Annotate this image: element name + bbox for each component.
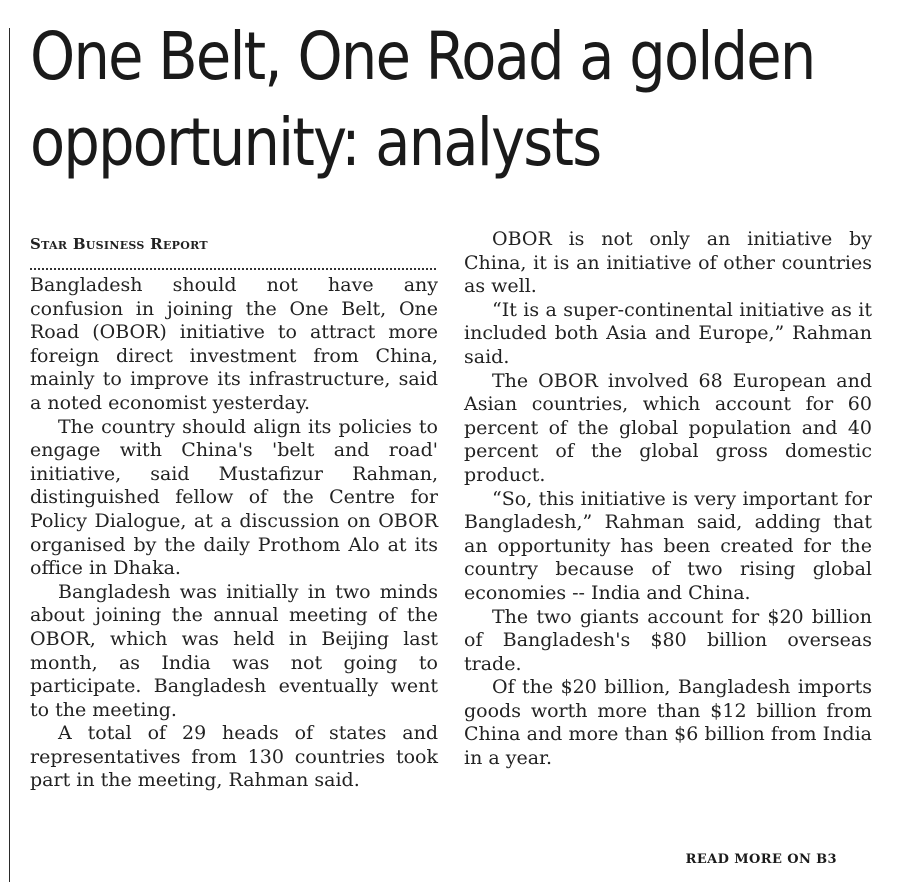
paragraph: The two giants account for $20 billion of Bangladesh's $80 billion overseas trade. xyxy=(464,605,872,675)
right-column xyxy=(464,228,872,771)
headline xyxy=(30,14,815,186)
headline-line-2: opportunity: analysts xyxy=(30,104,601,181)
column-rule xyxy=(9,28,10,882)
paragraph: A total of 29 heads of states and representatives from 130 countries took part in the meeting, Rahman said. xyxy=(30,722,438,792)
paragraph: “It is a super-continental initiative as it included both Asia and Europe,” Rahman said. xyxy=(464,298,872,368)
paragraph: “So, this initiative is very important for Bangladesh,” Rahman said, adding that an opportunity has been created for the country because of two rising global economies -- India and China. xyxy=(464,487,872,604)
paragraph: OBOR is not only an initiative by China, it is an initiative of other countries as well. xyxy=(464,228,872,298)
byline: Star Business Report xyxy=(30,235,208,253)
paragraph: Of the $20 billion, Bangladesh imports goods worth more than $12 billion from China and more than $6 billion from India in a year. xyxy=(464,676,872,770)
paragraph: The country should align its policies to engage with China's 'belt and road' initiative, said Mustafizur Rahman, distinguished fellow of the Centre for Policy Dialogue, at a discussion on OBOR organised by the daily Prothom Alo at its office in Dhaka. xyxy=(30,415,438,580)
paragraph: Bangladesh was initially in two minds about joining the annual meeting of the OBOR, which was held in Beijing last month, as India was not going to participate. Bangladesh eventually went to the meeting. xyxy=(30,580,438,721)
headline-line-1: One Belt, One Road a golden xyxy=(30,18,815,95)
byline-divider xyxy=(30,268,436,270)
read-more-link[interactable]: READ MORE ON B3 xyxy=(685,852,837,867)
paragraph: The OBOR involved 68 European and Asian countries, which account for 60 percent of the global population and 40 percent of the global gross domestic product. xyxy=(464,369,872,486)
left-column xyxy=(30,228,438,793)
paragraph: Bangladesh should not have any confusion in joining the One Belt, One Road (OBOR) initiative to attract more foreign direct investment from China, mainly to improve its infrastructure, said a noted economist yesterday. xyxy=(30,274,438,414)
